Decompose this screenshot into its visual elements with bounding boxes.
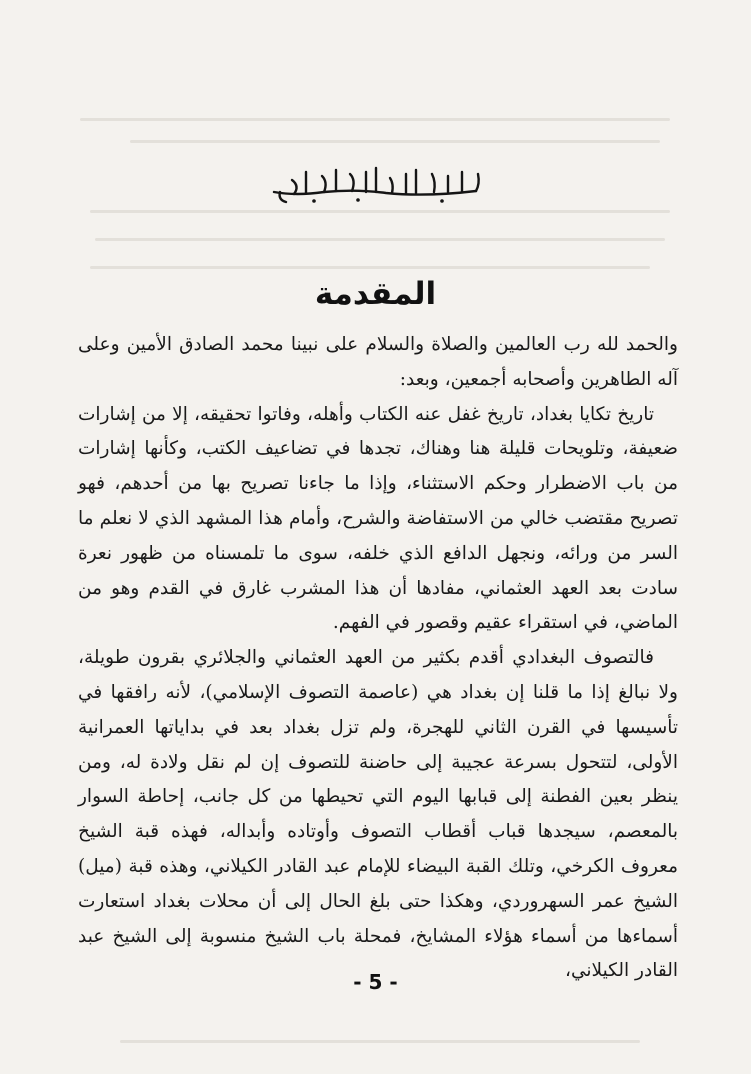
- page-title: المقدمة: [314, 276, 437, 312]
- paragraph-opening: والحمد لله رب العالمين والصلاة والسلام على نبينا محمد الصادق الأمين وعلى آله الطاهرين وأصحابه أجمعين، وبعد:: [78, 334, 678, 390]
- page-number: - 5 -: [353, 970, 398, 994]
- paragraph-takaya-history: تاريخ تكايا بغداد، تاريخ غفل عنه الكتاب وأهله، وفاتوا تحقيقه، إلا من إشارات ضعيفة، وتلويحات قليلة هنا وهناك، تجدها في تضاعيف الكتب، وكأنها إشارات من باب الاضطرار وحكم الاستثناء، وإذا ما جاءنا تصريح بها من أحدهم، فهو تصريح مقتضب خالي من الاستفاضة والشرح، وأمام هذا المشهد الذي لا نعلم ما السر من ورائه، ونجهل الدافع الذي خلفه، سوى ما تلمسناه من ظهور نعرة سادت بعد العهد العثماني، مفادها أن هذا المشرب غارق في القدم وهو من الماضي، في استقراء عقيم وقصور في الفهم.: [78, 403, 678, 634]
- basmala-calligraphy-image: [266, 162, 486, 206]
- paragraph-baghdadi-sufism: فالتصوف البغدادي أقدم بكثير من العهد العثماني والجلائري بقرون طويلة، ولا نبالغ إذا ما قلنا إن بغداد هي (عاصمة التصوف الإسلامي)، لأنه رافقها في تأسيسها في القرن الثاني للهجرة، ولم تزل بغداد بعد في بداياتها العمرانية الأولى، لتتحول بسرعة عجيبة إلى حاضنة للتصوف إن لم نقل ولادة له، ومن ينظر بعين الفطنة إلى قبابها اليوم التي تحيطها من كل جانب، إحاطة السوار بالمعصم، سيجدها قباب أقطاب التصوف وأوتاده وأبداله، فهذه قبة الشيخ معروف الكرخي، وتلك القبة البيضاء للإمام عبد القادر الكيلاني، وهذه قبة (ميل) الشيخ عمر السهروردي، وهكذا حتى بلغ الحال إلى أن محلات بغداد استعارت أسماءها من أسماء هؤلاء المشايخ، فمحلة باب الشيخ منسوبة إلى الشيخ عبد القادر الكيلاني،: [78, 647, 678, 982]
- basmala-calligraphy: [0, 162, 751, 210]
- main-body-text: [78, 328, 678, 989]
